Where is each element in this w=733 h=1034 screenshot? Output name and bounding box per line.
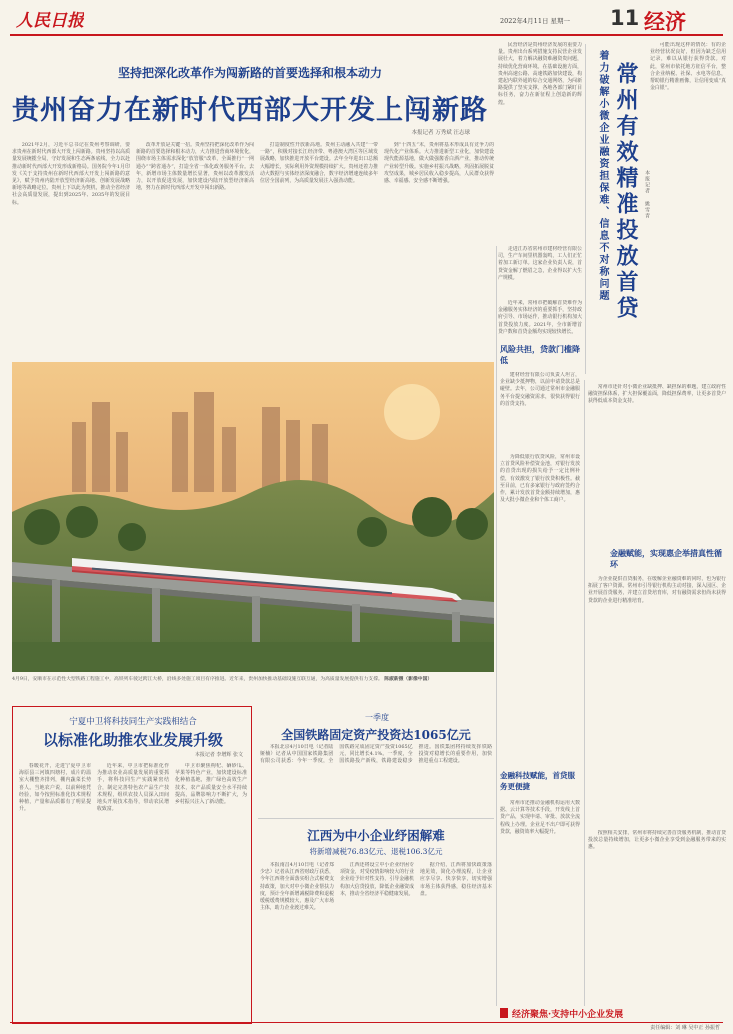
sidebar-col-1: 走进江苏省常州市建材经营有限公司，生产车间里机器轰鸣，工人们正忙着加工新订单。这家企业负责人说，首贷资金解了燃眉之急，企业得以扩大生产规模。	[498, 246, 582, 281]
lead-col-3: 打造制度性开放新高地。贵州主动融入共建“一带一路”，积极对接长江经济带、粤港澳大湾区等区域发展战略，加快推进开放平台建设。去年全年进出口总额大幅增长，实际利用外资规模持续扩大。贵州还着力推动大数据与实体经济深度融合，数字经济增速连续多年位居全国前列，为高质量发展注入强劲动能。	[260, 142, 378, 185]
lower-col2-text-1: 为企业提供首贷服务，在缓解企业融资难的同时，也为银行拓展了客户资源。常州市引导银行机构主动对接，深入园区、企业开展首贷服务，并建立首贷培育库，对有融资需求但尚未获得贷款的企业进行精准培育。	[588, 576, 726, 604]
lower-col1-text-1: 建材经营有限公司负责人坦言，企业缺少抵押物，以前申请贷款总是碰壁。去年，公司通过常州市金融服务平台提交融资需求，很快获得银行的首贷支持。	[500, 372, 580, 407]
lead-col-5: 民营经济是贵州经济发展的重要力量。贵州出台系列措施支持民营企业发展壮大，着力解决融资难融资贵问题，持续优化营商环境。在基础设施方面，贵州高速公路、高速铁路加快建设，构建起内联外通的综合交通网络，为闯新路提供了坚实支撑。各地各部门紧盯目标任务，奋力在新征程上创造新的辉煌。	[498, 42, 582, 106]
lead-col-4: 到“十四五”末，贵州将基本形成具有竞争力的现代化产业体系。大力推进新型工业化，加快建设现代能源基地，做大做强酱香白酒产业，推动传统产业转型升级。实施乡村振兴战略，巩固拓展脱贫攻坚成果，城乡居民收入稳步提高，人民群众获得感、幸福感、安全感不断增强。	[384, 142, 494, 185]
jiangxi-col-1: 本报南昌4月10日电（记者郑少忠）记者从江西省财政厅获悉，今年江西将全面落实组合式税费支持政策，加大对中小微企业帮扶力度，预计全年新增减税降费和退税缓税缓费规模较大，惠及广大市场主体，助力企业渡过难关。	[260, 862, 334, 912]
lead-col-2: 改革开放是关键一招。贵州坚持把深化改革作为闯新路的首要选择和根本动力，大力推进营商环境优化，围绕市场主体需求深化“放管服”改革，全面推行“一网通办”“跨省通办”，打造全省一体化政务服务平台。去年，新增市场主体数量增长显著，贵州以改革激发活力，以开放促进发展，加快建设内陆开放型经济新高地，努力在新时代西部大开发中闯出新路。	[136, 142, 254, 192]
sidebar-byline: 本报记者 姚雪青	[644, 170, 650, 219]
photo-caption-text: 4月9日，安顺市在示范性大型铁路工程施工中，高铁列车驶过跨江大桥，沿线多处施工项目有序推进。近年来，贵州加快推动基础设施互联互通，为高质量发展提供有力支撑。	[12, 677, 383, 682]
rail-kicker: 一季度	[365, 713, 389, 722]
subhead-finance-loop: 金融赋能，实现惠企举措真性循环	[610, 548, 722, 569]
rail-title: 全国铁路固定资产投资达1065亿元	[281, 728, 471, 742]
news-photo	[12, 362, 494, 672]
ningxia-kicker: 宁夏中卫将科技同生产实践相结合	[69, 717, 197, 727]
ningxia-col-2: 近年来，中卫市把标准化作为推动农业高质量发展的重要抓手，将科技同生产实践紧密结合，制定完善特色农产品生产技术规程，组织农技人员深入田间地头开展技术指导，带动农民增收致富。	[97, 763, 169, 813]
jiangxi-title: 江西为中小企业纾困解难	[307, 828, 445, 843]
sidebar-col-3: 常州市还针对小微企业缺抵押、缺担保的难题，建立政府性融资担保体系，扩大担保覆盖面，降低担保费率，让更多首贷户获得低成本资金支持。	[588, 384, 726, 405]
ningxia-title: 以标准化助推农业发展升级	[42, 731, 223, 749]
lower-col2-text-2: 按照相关安排，常州市将持续完善首贷服务机制，推动首贷投放总量持续增加，让更多小微企业享受到金融服务带来的实惠。	[588, 830, 726, 851]
jiangxi-col-3: 据介绍，江西将加快政策落地见效，简化办理流程，让企业应享尽享、快享快享，切实增强市场主体获得感，稳住经济基本盘。	[420, 862, 492, 897]
jiangxi-col-2: 江西还将设立中小企业纾困专项资金，对受疫情影响较大的行业企业给予针对性支持，引导金融机构加大信贷投放，降低企业融资成本，推动全省经济平稳健康发展。	[340, 862, 414, 897]
subhead-risk-sharing: 风险共担，贷款门槛降低	[500, 344, 580, 365]
lead-byline: 本报记者 万秀斌 汪志球	[411, 130, 470, 136]
lead-kicker: 坚持把深化改革作为闯新路的首要选择和根本动力	[117, 66, 382, 80]
sidebar-col-2: 近年来，常州市把破解首贷难作为金融服务实体经济的重要抓手，坚持政府引导、市场运作，推动银行机构加大首贷投放力度。2021年，全市新增首贷户数和首贷金额均实现较快增长。	[498, 300, 582, 335]
ningxia-col-1: 春暖花开，走进宁夏中卫市海原县三河镇四塘村，成片的温室大棚整齐排列，棚内蔬菜长势喜人。当地农户说，以前种地凭经验，如今按照标准化技术规程种植，产量和品质都有了明显提升。	[19, 763, 91, 813]
sidebar-col-right: 可能出现这样的情况：有的企业经营状况良好，但因为缺乏信用记录，难以从银行获得贷款。对此，常州市依托地方征信平台，整合企业纳税、社保、水电等信息，帮助银行精准画像，让信用变成“真金白银”。	[650, 42, 726, 92]
feature-footer-title: 经济聚焦·支持中小企业发展	[512, 1010, 624, 1020]
ningxia-box	[12, 706, 252, 1024]
ningxia-col-3: 中卫市聚焦枸杞、硒砂瓜、苹果等特色产业，加快建设标准化种植基地，推广绿色高效生产技术，农产品质量安全水平持续提高，品牌影响力不断扩大，为乡村振兴注入了新动能。	[175, 763, 247, 806]
lower-col1-text-3: 常州市还推动金融机构运用大数据、云计算等技术手段，开发线上首贷产品，实现申请、审批、放款全流程线上办理。企业足不出户即可获得贷款，融资效率大幅提升。	[500, 800, 580, 835]
sidebar-divider	[585, 44, 586, 374]
train-photo-illustration	[12, 362, 494, 672]
newspaper-logo: 人民日报	[16, 11, 84, 31]
sidebar-subhead: 着力破解小微企业融资担保难、信息不对称问题	[597, 50, 608, 302]
section-name: 经济	[644, 9, 686, 32]
page-number: 11	[610, 6, 640, 30]
lower-col1-text-2: 为降低银行放贷风险，常州市设立首贷风险补偿资金池，对银行发放的首贷出现的损失给予一定比例补偿，有效激发了银行放贷积极性。截至目前，已有多家银行与政府签约合作，累计发放首贷金额持续增加，惠及大批小微企业和个体工商户。	[500, 454, 580, 504]
jiangxi-rule	[258, 818, 494, 819]
footer-rule	[10, 1022, 723, 1023]
column-divider	[496, 246, 497, 1006]
feature-footer	[500, 1006, 726, 1020]
masthead-rule	[10, 34, 723, 36]
masthead	[10, 6, 723, 32]
sidebar-title: 常州有效精准投放首贷	[613, 62, 639, 322]
photo-credit: 陈淑新摄（影像中国）	[384, 676, 433, 682]
ningxia-byline: 本报记者 李增辉 张文	[194, 752, 243, 758]
feature-badge-icon	[500, 1008, 508, 1018]
photo-caption	[12, 676, 494, 704]
lead-title: 贵州奋力在新时代西部大开发上闯新路	[12, 95, 488, 126]
jiangxi-subtitle: 将新增减税76.83亿元、退税106.3亿元	[309, 847, 443, 856]
column-divider-2	[584, 380, 585, 1006]
lead-col-1: 2021年2月，习近平总书记在贵州考察调研，要求贵州在新时代西部大开发上闯新路。贵州坚持以高质量发展统揽全局，守好发展和生态两条底线，全力以赴推动新时代西部大开发形成新格局。国务院今年1月印发《关于支持贵州在新时代西部大开发上闯新路的意见》，赋予贵州内陆开放型经济新高地、创新发展战略新地等战略定位。贵州上下以此为契机，推动全省经济社会高质量发展，提出到2025年、2035年的发展目标。	[12, 142, 130, 206]
issue-date: 2022年4月11日 星期一	[500, 17, 571, 25]
rail-text: 本报北京4月10日电（记者陆娅楠）记者从中国国家铁路集团有限公司获悉：今年一季度，全国铁路完成固定资产投资1065亿元，同比增长4.1%。一季度，全国铁路投产新线，铁路建设稳步推进。国铁集团将持续发挥铁路投资对稳增长的重要作用，加快推进重点工程建设。	[260, 744, 492, 765]
page-editor: 责任编辑：刘 琳 吴中正 孙振哲	[650, 1025, 720, 1031]
subhead-fintech: 金融科技赋能，首贷服务更便捷	[500, 771, 575, 791]
